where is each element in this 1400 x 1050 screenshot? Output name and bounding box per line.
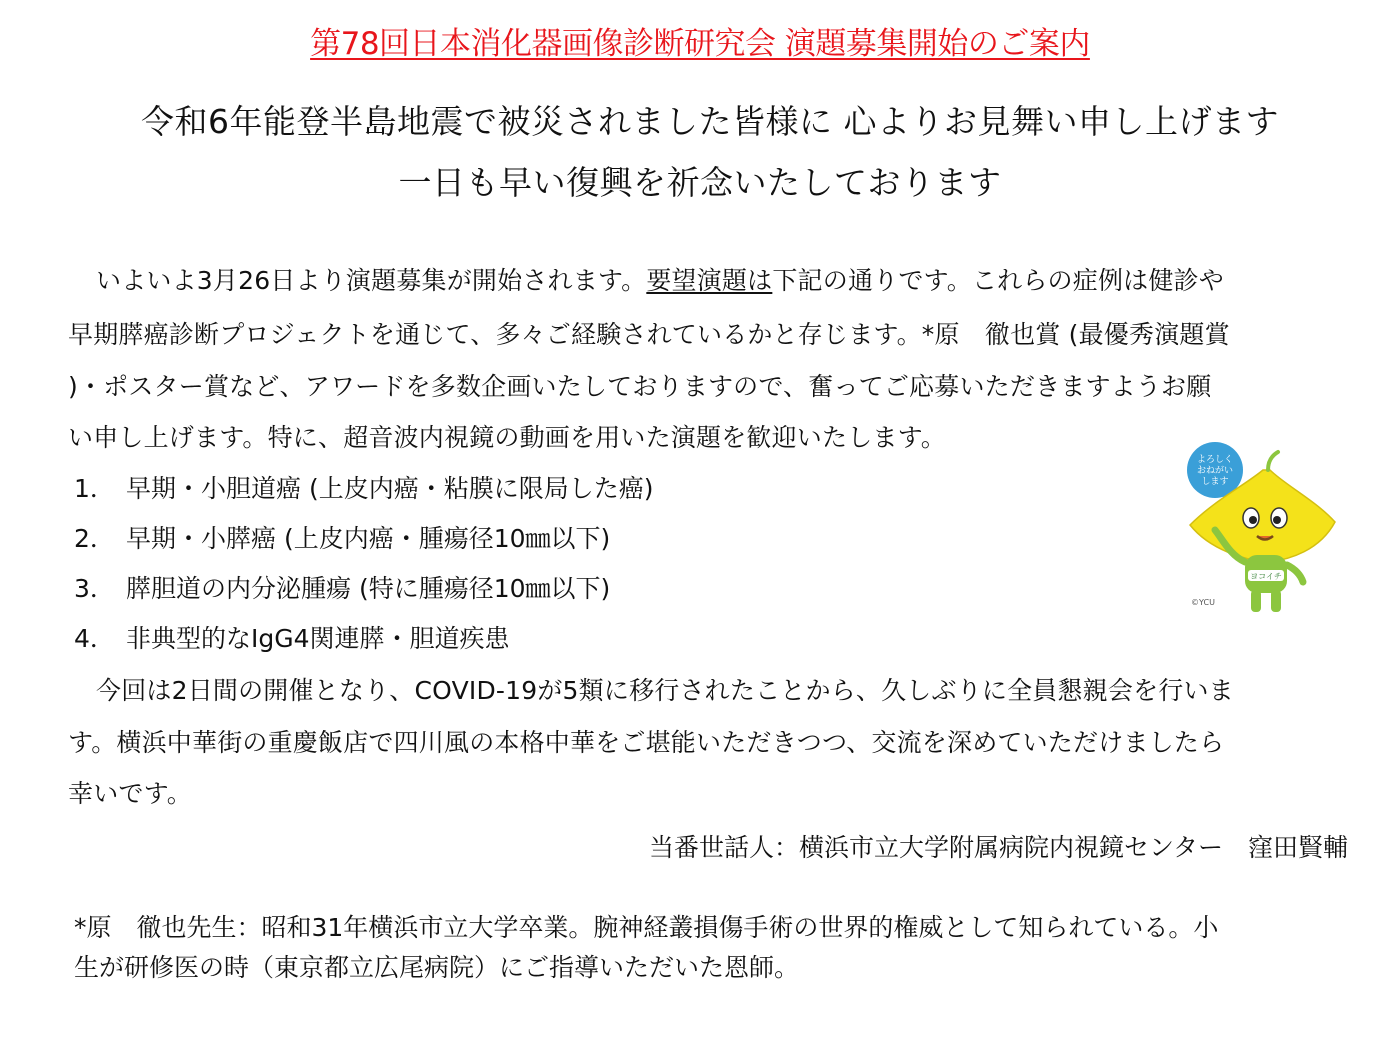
mascot-illustration xyxy=(1175,440,1340,620)
meeting-line-3: 幸いです。 xyxy=(68,779,193,808)
topic-number: 2． xyxy=(74,524,115,553)
page-title: 第78回日本消化器画像診断研究会 演題募集開始のご案内 xyxy=(310,26,1090,62)
topic-text: 早期・小膵癌 (上皮内癌・腫瘍径10㎜以下) xyxy=(126,524,611,553)
left-leg xyxy=(1251,590,1261,612)
bubble-text-2: おねがい xyxy=(1196,466,1234,476)
intro-line-1-pre: いよいよ3月26日より演題募集が開始されます。 xyxy=(96,266,647,295)
requested-topics-label: 要望演題は xyxy=(646,266,773,295)
mouth xyxy=(1257,536,1273,540)
lowered-arm xyxy=(1287,565,1303,582)
topic-text: 非典型的なIgG4関連膵・胆道疾患 xyxy=(126,624,510,653)
bubble-text-1: よろしく xyxy=(1196,455,1234,465)
intro-line-3: )・ポスター賞など、アワードを多数企画いたしておりますので、奮ってご応募いただきますようお願 xyxy=(68,372,1212,401)
copyright-mark: ©YCU xyxy=(1191,598,1215,607)
left-pupil xyxy=(1249,516,1257,524)
footnote-line-2: 生が研修医の時（東京都立広尾病院）にご指導いただいた恩師。 xyxy=(74,953,800,982)
topic-item-1 xyxy=(74,474,653,504)
right-pupil xyxy=(1273,516,1281,524)
intro-line-2: 早期膵癌診断プロジェクトを通じて、多々ご経験されているかと存じます。*原 徹也賞 (最優秀演題賞 xyxy=(68,320,1230,349)
intro-line-4: い申し上げます。特に、超音波内視鏡の動画を用いた演題を歓迎いたします。 xyxy=(68,423,947,452)
intro-line-1-post: 下記の通りです。これらの症例は健診や xyxy=(772,266,1224,295)
topic-number: 1． xyxy=(74,474,115,503)
intro-line-1 xyxy=(96,266,1224,296)
signature: 当番世話人：横浜市立大学附属病院内視鏡センター 窪田賢輔 xyxy=(648,833,1348,862)
topic-item-2 xyxy=(74,524,610,554)
right-leg xyxy=(1271,590,1281,612)
topic-number: 4． xyxy=(74,624,115,653)
topic-number: 3． xyxy=(74,574,115,603)
topic-text: 膵胆道の内分泌腫瘍 (特に腫瘍径10㎜以下) xyxy=(126,574,611,603)
meeting-line-2: す。横浜中華街の重慶飯店で四川風の本格中華をご堪能いただきつつ、交流を深めていただけましたら xyxy=(68,728,1225,757)
topic-text: 早期・小胆道癌 (上皮内癌・粘膜に限局した癌) xyxy=(126,474,654,503)
condolence-line-1: 令和6年能登半島地震で被災されました皆様に 心よりお見舞い申し上げます xyxy=(141,102,1279,141)
meeting-line-1: 今回は2日間の開催となり、COVID-19が5類に移行されたことから、久しぶりに全員懇親会を行いま xyxy=(96,676,1234,705)
topic-item-4 xyxy=(74,624,510,654)
topic-item-3 xyxy=(74,574,610,604)
leaf-stem xyxy=(1268,452,1278,470)
footnote-line-1: *原 徹也先生：昭和31年横浜市立大学卒業。腕神経叢損傷手術の世界的権威として知られている。小 xyxy=(74,913,1219,942)
condolence-line-2: 一日も早い復興を祈念いたしております xyxy=(398,163,1002,202)
name-badge-text: ヨコイチ xyxy=(1250,572,1282,581)
bubble-text-3: します xyxy=(1201,477,1229,487)
